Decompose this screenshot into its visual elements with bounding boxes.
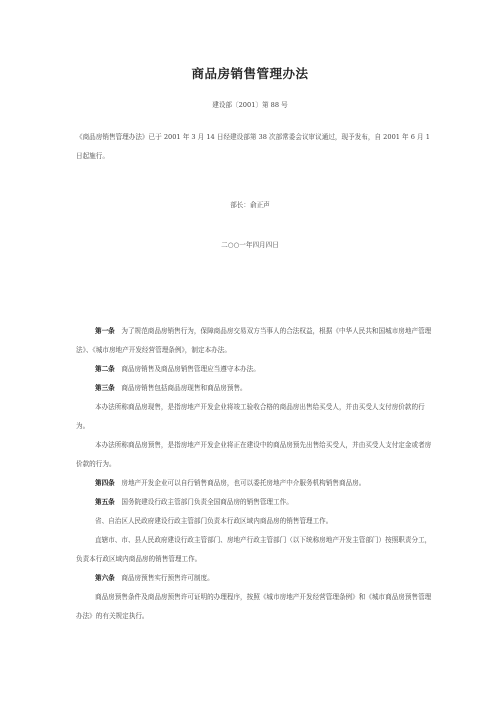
article-text: 商品房预售条件及商品房预售许可证明的办理程序，按照《城市房地产开发经营管理条例》和《城市商品房预售管理办法》的有关规定执行。: [76, 593, 432, 620]
article-paragraph: [76, 512, 434, 531]
article-paragraph: [76, 436, 434, 474]
article-text: 本办法所称商品房现售，是指房地产开发企业将竣工验收合格的商品房出售给买受人，并由买受人支付房价款的行为。: [76, 403, 425, 430]
article-paragraph: [76, 588, 434, 626]
document-intro: 《商品房销售管理办法》已于 2001 年 3 月 14 日经建设部第 38 次部常委会议审议通过，现予发布，自 2001 年 6 月 1 日起施行。: [76, 133, 430, 160]
article-number: 第六条: [95, 574, 115, 582]
article-text: 为了规范商品房销售行为，保障商品房交易双方当事人的合法权益，根据《中华人民共和国城市房地产管理法》、《城市房地产开发经营管理条例》，制定本办法。: [76, 327, 432, 354]
article-number: 第五条: [95, 498, 115, 506]
article-paragraph: [76, 398, 434, 436]
article-number: 第一条: [95, 327, 115, 335]
document-number: 建设部〔2001〕第 88 号: [212, 101, 288, 109]
article-number: 第四条: [95, 479, 115, 487]
article-number: 第二条: [95, 365, 115, 373]
article-number: 第三条: [95, 384, 115, 392]
article-text: 商品房销售包括商品房现售和商品房预售。: [121, 384, 247, 392]
article-text: 房地产开发企业可以自行销售商品房，也可以委托房地产中介服务机构销售商品房。: [121, 479, 366, 487]
document-date: 二○○一年四月四日: [221, 241, 279, 249]
article-text: 国务院建设行政主管部门负责全国商品房的销售管理工作。: [121, 498, 293, 506]
article-text: 直辖市、市、县人民政府建设行政主管部门、房地产行政主管部门（以下统称房地产开发主管部门）按照职责分工，负责本行政区域内商品房的销售管理工作。: [76, 536, 432, 563]
article-text: 商品房预售实行预售许可制度。: [121, 574, 214, 582]
article-paragraph: [76, 569, 434, 588]
article-paragraph: [76, 379, 434, 398]
document-title: 商品房销售管理办法: [191, 66, 309, 81]
article-text: 商品房销售及商品房销售管理应当遵守本办法。: [121, 365, 260, 373]
article-text: 本办法所称商品房预售，是指房地产开发企业将正在建设中的商品房预先出售给买受人，并由买受人支付定金或者房价款的行为。: [76, 441, 432, 468]
articles-list: [76, 322, 434, 626]
article-paragraph: [76, 493, 434, 512]
article-text: 省、自治区人民政府建设行政主管部门负责本行政区域内商品房的销售管理工作。: [95, 517, 333, 525]
article-paragraph: [76, 360, 434, 379]
article-paragraph: [76, 322, 434, 360]
article-paragraph: [76, 474, 434, 493]
article-paragraph: [76, 531, 434, 569]
document-signer: 部长：俞正声: [230, 201, 270, 209]
